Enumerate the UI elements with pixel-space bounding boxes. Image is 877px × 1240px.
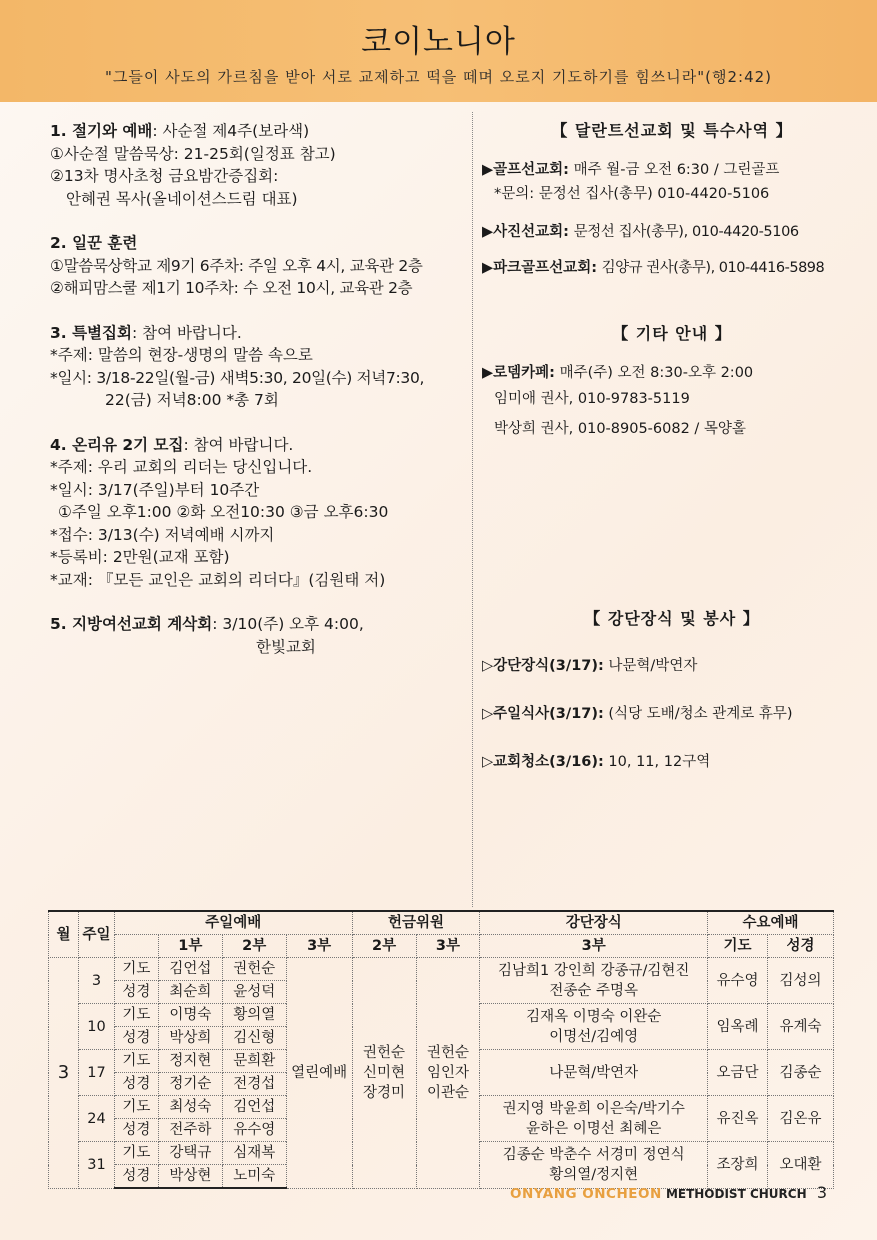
section-line: *접수: 3/13(수) 저녁예배 시까지 — [50, 525, 275, 544]
photo-mission — [482, 221, 862, 243]
item-label: ▶로뎀카페: — [482, 365, 555, 381]
name-cell: 문희환 — [222, 1050, 286, 1073]
section-heading-rest: : 참여 바랍니다. — [131, 323, 242, 342]
section-line: *등록비: 2만원(교재 포함) — [50, 548, 230, 566]
header-altar: 강단장식 — [480, 911, 708, 935]
wed-prayer-cell: 임옥례 — [708, 1004, 768, 1050]
section-special-meeting — [50, 322, 465, 412]
week-cell: 24 — [78, 1096, 114, 1142]
left-column — [50, 120, 465, 680]
altar-service-heading: 【 강단장식 및 봉사 】 — [584, 609, 760, 628]
section-onlyu — [50, 434, 465, 592]
altar-cell: 김재옥 이명숙 이완순 이명선/김예영 — [480, 1004, 708, 1050]
role-cell: 기도 — [114, 1096, 158, 1119]
role-cell: 기도 — [114, 1142, 158, 1165]
name-cell: 김언섭 — [222, 1096, 286, 1119]
section-line: 22(금) 저녁8:00 *총 7회 — [105, 391, 279, 409]
altar-cell: 권지영 박윤희 이은숙/박기수 윤하은 이명선 최혜은 — [480, 1096, 708, 1142]
item-label: ▷주일식사(3/17): — [482, 706, 604, 722]
church-cleaning — [482, 751, 862, 773]
section-line: 한빛교회 — [256, 637, 316, 656]
header-week: 주일 — [78, 911, 114, 958]
item-text: (식당 도배/청소 관계로 휴무) — [608, 706, 793, 722]
church-brand-sub: METHODIST CHURCH — [665, 1187, 807, 1201]
section-heading-rest: : 참여 바랍니다. — [183, 435, 294, 454]
wed-prayer-cell: 유진옥 — [708, 1096, 768, 1142]
role-cell: 성경 — [114, 1073, 158, 1096]
role-cell: 기도 — [114, 1050, 158, 1073]
section-heading-rest: : 3/10(주) 오후 4:00, — [212, 615, 364, 633]
name-cell: 김언섭 — [158, 958, 222, 981]
name-cell: 심재복 — [222, 1142, 286, 1165]
role-cell: 기도 — [114, 1004, 158, 1027]
section-district-meeting — [50, 613, 465, 658]
item-text: 매주 월-금 오전 6:30 / 그린골프 — [573, 162, 780, 178]
section-line: *일시: 3/18-22일(월-금) 새벽5:30, 20일(수) 저녁7:30, — [50, 368, 425, 387]
offering-2bu-cell: 권헌순 신미현 장경미 — [352, 958, 416, 1189]
section-line: *일시: 3/17(주일)부터 10주간 — [50, 480, 260, 499]
section-line: 안혜권 목사(올네이션스드림 대표) — [66, 189, 298, 208]
header-month: 월 — [49, 911, 79, 958]
header-3bu: 3부 — [286, 935, 352, 958]
section-heading: 2. 일꾼 훈련 — [50, 234, 138, 252]
name-cell: 황의열 — [222, 1004, 286, 1027]
name-cell: 정지현 — [158, 1050, 222, 1073]
golf-mission — [482, 159, 862, 181]
parkgolf-mission — [482, 257, 862, 279]
section-worship — [50, 120, 465, 210]
talent-mission-heading: 【 달란트선교회 및 특수사역 】 — [551, 121, 793, 140]
wed-scripture-cell: 김종순 — [767, 1050, 833, 1096]
name-cell: 노미숙 — [222, 1165, 286, 1189]
wed-prayer-cell: 오금단 — [708, 1050, 768, 1096]
header-prayer: 기도 — [708, 935, 768, 958]
name-cell: 전경섭 — [222, 1073, 286, 1096]
name-cell: 박상희 — [158, 1027, 222, 1050]
section-heading: 3. 특별집회 — [50, 323, 132, 342]
wed-scripture-cell: 김성의 — [767, 958, 833, 1004]
wed-prayer-cell: 유수영 — [708, 958, 768, 1004]
header-1bu: 1부 — [158, 935, 222, 958]
sunday-3bu-cell: 열린예배 — [286, 958, 352, 1189]
header-scripture: 성경 — [767, 935, 833, 958]
name-cell: 이명숙 — [158, 1004, 222, 1027]
name-cell: 김신형 — [222, 1027, 286, 1050]
cafe-contact: 박상희 권사, 010-8905-6082 / 목양홀 — [494, 421, 746, 437]
column-divider — [472, 112, 473, 907]
section-training — [50, 232, 465, 300]
header-offering: 헌금위원 — [352, 911, 480, 935]
section-line: ①주일 오후1:00 ②화 오전10:30 ③금 오후6:30 — [58, 503, 389, 521]
header-2bu: 2부 — [222, 935, 286, 958]
page-header — [0, 0, 877, 102]
role-cell: 성경 — [114, 1119, 158, 1142]
altar-cell: 나문혁/박연자 — [480, 1050, 708, 1096]
section-heading: 1. 절기와 예배 — [50, 122, 153, 140]
item-text: 10, 11, 12구역 — [608, 754, 711, 770]
page-title: 코이노니아 — [361, 24, 516, 60]
name-cell: 유수영 — [222, 1119, 286, 1142]
page-number: 3 — [816, 1183, 827, 1202]
sunday-meal — [482, 703, 862, 725]
section-line: ①사순절 말씀묵상: 21-25회(일정표 참고) — [50, 144, 336, 163]
item-text: 나문혁/박연자 — [608, 658, 698, 674]
section-line: *주제: 우리 교회의 리더는 당신입니다. — [50, 458, 313, 476]
wed-prayer-cell: 조장희 — [708, 1142, 768, 1189]
section-line: ①말씀묵상학교 제9기 6주차: 주일 오후 4시, 교육관 2층 — [50, 256, 423, 275]
altar-decoration — [482, 655, 862, 677]
name-cell: 최순희 — [158, 981, 222, 1004]
header-wednesday: 수요예배 — [708, 911, 834, 935]
header-offering-2bu: 2부 — [352, 935, 416, 958]
altar-cell: 김남희1 강인희 강종규/김현진 전종순 주명옥 — [480, 958, 708, 1004]
page-footer — [510, 1183, 827, 1202]
item-text: 김양규 권사(총무), 010-4416-5898 — [601, 260, 825, 276]
service-schedule-table — [48, 910, 834, 1189]
header-sunday-service: 주일예배 — [114, 911, 352, 935]
role-cell: 성경 — [114, 1165, 158, 1189]
section-heading: 5. 지방여선교회 계삭회 — [50, 615, 213, 633]
golf-contact: *문의: 문정선 집사(총무) 010-4420-5106 — [494, 186, 770, 202]
header-altar-3bu: 3부 — [480, 935, 708, 958]
rodem-cafe — [482, 362, 862, 384]
header-blank — [114, 935, 158, 958]
section-heading-rest: : 사순절 제4주(보라색) — [152, 122, 310, 140]
wed-scripture-cell: 오대환 — [767, 1142, 833, 1189]
role-cell: 기도 — [114, 958, 158, 981]
altar-cell: 김종순 박춘수 서경미 정연식 황의열/정지현 — [480, 1142, 708, 1189]
name-cell: 전주하 — [158, 1119, 222, 1142]
role-cell: 성경 — [114, 1027, 158, 1050]
church-brand: ONYANG ONCHEON — [509, 1186, 662, 1202]
section-line: ②해피맘스쿨 제1기 10주차: 수 오전 10시, 교육관 2층 — [50, 279, 413, 297]
section-line: *교재: 『모든 교인은 교회의 리더다』(김원태 저) — [50, 570, 386, 589]
other-info-heading: 【 기타 안내 】 — [612, 324, 732, 343]
week-cell: 3 — [78, 958, 114, 1004]
week-cell: 31 — [78, 1142, 114, 1189]
name-cell: 정기순 — [158, 1073, 222, 1096]
section-heading: 4. 온리유 2기 모집 — [50, 435, 184, 454]
month-cell: 3 — [49, 958, 79, 1189]
item-label: ▷강단장식(3/17): — [482, 658, 604, 674]
name-cell: 최성숙 — [158, 1096, 222, 1119]
role-cell: 성경 — [114, 981, 158, 1004]
item-text: 문정선 집사(총무), 010-4420-5106 — [573, 224, 799, 240]
table-row — [49, 958, 834, 981]
item-label: ▶골프선교회: — [482, 162, 569, 178]
wed-scripture-cell: 유계숙 — [767, 1004, 833, 1050]
section-line: ②13차 명사초청 금요밤간증집회: — [50, 167, 279, 185]
week-cell: 17 — [78, 1050, 114, 1096]
item-text: 매주(주) 오전 8:30-오후 2:00 — [559, 365, 754, 381]
item-label: ▶사진선교회: — [482, 224, 569, 240]
item-label: ▶파크골프선교회: — [482, 260, 597, 276]
offering-3bu-cell: 권헌순 임인자 이관순 — [416, 958, 480, 1189]
name-cell: 권헌순 — [222, 958, 286, 981]
week-cell: 10 — [78, 1004, 114, 1050]
cafe-contact: 임미애 권사, 010-9783-5119 — [494, 391, 690, 407]
section-line: *주제: 말씀의 현장-생명의 말씀 속으로 — [50, 346, 313, 364]
header-verse: "그들이 사도의 가르침을 받아 서로 교제하고 떡을 떼며 오로지 기도하기를 힘쓰니라"(행2:42) — [104, 68, 773, 86]
right-column — [482, 118, 862, 773]
name-cell: 윤성덕 — [222, 981, 286, 1004]
name-cell: 강택규 — [158, 1142, 222, 1165]
wed-scripture-cell: 김온유 — [767, 1096, 833, 1142]
header-offering-3bu: 3부 — [416, 935, 480, 958]
name-cell: 박상현 — [158, 1165, 222, 1189]
item-label: ▷교회청소(3/16): — [482, 754, 604, 770]
